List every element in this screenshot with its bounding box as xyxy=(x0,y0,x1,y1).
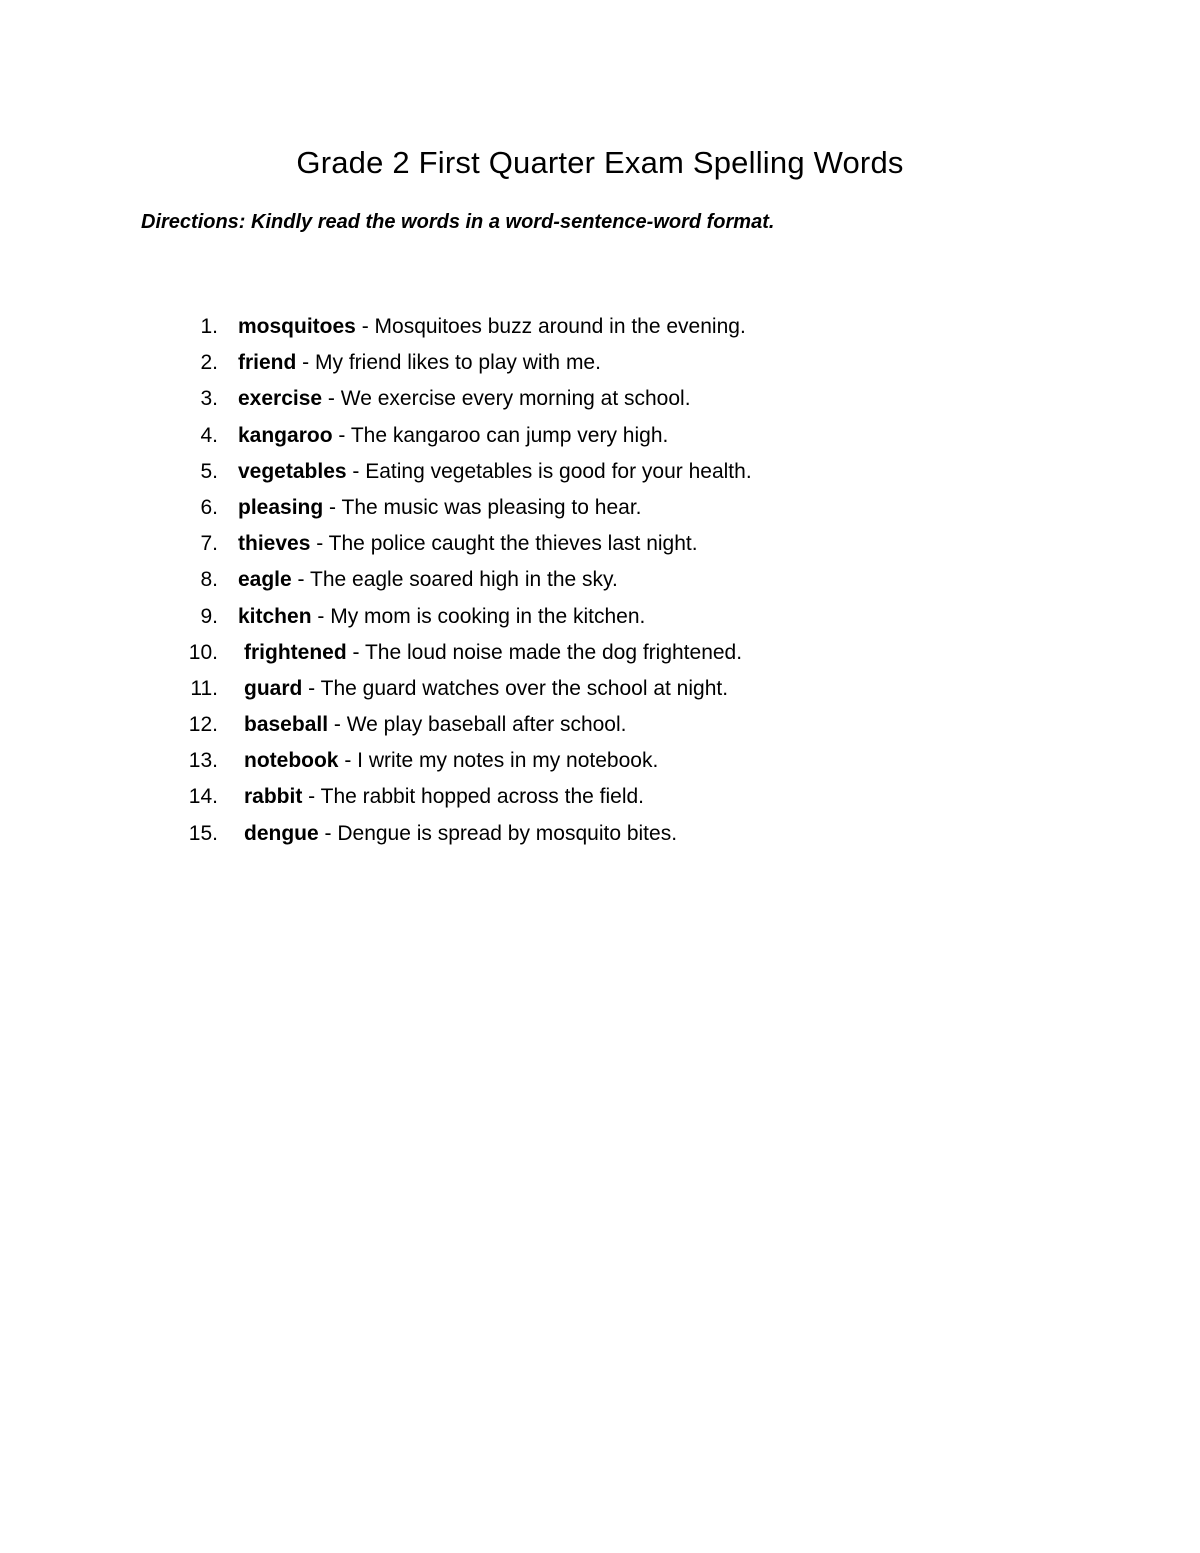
example-sentence: The rabbit hopped across the field. xyxy=(320,785,645,809)
example-sentence: The police caught the thieves last night. xyxy=(328,532,698,556)
list-item-number: 15. xyxy=(188,821,218,845)
list-item xyxy=(0,600,1200,636)
list-item xyxy=(0,563,1200,599)
spelling-word: baseball xyxy=(244,713,329,737)
spelling-word: friend xyxy=(238,351,297,375)
list-item-entry xyxy=(238,527,698,561)
list-item-entry xyxy=(238,419,668,453)
directions-text: Directions: Kindly read the words in a word-sentence-word format. xyxy=(141,211,775,233)
spelling-word: dengue xyxy=(244,821,319,845)
spelling-word: pleasing xyxy=(238,495,324,519)
spelling-word: guard xyxy=(244,676,303,700)
list-item xyxy=(0,382,1200,418)
word-separator: - xyxy=(338,749,358,773)
list-item-number: 13. xyxy=(188,749,218,773)
list-item xyxy=(0,310,1200,346)
list-item-number: 1. xyxy=(200,315,218,338)
list-item xyxy=(0,780,1200,816)
list-item-entry xyxy=(238,600,645,634)
list-item xyxy=(0,419,1200,455)
word-separator: - xyxy=(332,423,351,447)
word-separator: - xyxy=(302,676,321,700)
word-separator: - xyxy=(355,315,375,338)
word-separator: - xyxy=(322,387,341,411)
list-item-number: 4. xyxy=(200,423,218,447)
list-item-entry xyxy=(238,382,691,416)
page-title: Grade 2 First Quarter Exam Spelling Words xyxy=(296,145,904,180)
word-separator: - xyxy=(296,351,316,375)
spelling-word: thieves xyxy=(238,532,311,556)
example-sentence: The music was pleasing to hear. xyxy=(341,495,642,519)
list-item-number: 10. xyxy=(188,640,218,664)
spelling-word-list xyxy=(0,310,1200,853)
spelling-word: notebook xyxy=(244,749,339,773)
list-item xyxy=(0,455,1200,491)
example-sentence: My friend likes to play with me. xyxy=(315,351,601,375)
spelling-word: frightened xyxy=(244,640,347,664)
spelling-word: eagle xyxy=(238,568,292,592)
word-separator: - xyxy=(302,785,321,809)
spelling-word: vegetables xyxy=(238,459,347,483)
example-sentence: Eating vegetables is good for your health. xyxy=(365,459,752,483)
list-item-number: 11. xyxy=(190,676,218,700)
word-separator: - xyxy=(318,821,338,845)
example-sentence: The guard watches over the school at night. xyxy=(320,676,729,700)
example-sentence: I write my notes in my notebook. xyxy=(357,749,659,773)
list-item-entry xyxy=(238,491,642,525)
list-item-entry xyxy=(244,672,728,706)
spelling-word: kitchen xyxy=(238,604,312,628)
list-item-number: 3. xyxy=(200,387,218,411)
list-item-number: 6. xyxy=(200,495,218,519)
example-sentence: My mom is cooking in the kitchen. xyxy=(330,604,646,628)
example-sentence: We play baseball after school. xyxy=(346,713,627,737)
list-item-entry xyxy=(244,780,644,814)
list-item xyxy=(0,744,1200,780)
list-item xyxy=(0,708,1200,744)
list-item xyxy=(0,527,1200,563)
word-separator: - xyxy=(310,532,329,556)
list-item-number: 5. xyxy=(200,459,218,483)
list-item-entry xyxy=(244,744,658,778)
example-sentence: The kangaroo can jump very high. xyxy=(350,423,669,447)
word-separator: - xyxy=(291,568,310,592)
spelling-word: kangaroo xyxy=(238,423,333,447)
example-sentence: We exercise every morning at school. xyxy=(340,387,691,411)
example-sentence: Dengue is spread by mosquito bites. xyxy=(337,821,678,845)
word-separator: - xyxy=(346,640,365,664)
list-item-entry xyxy=(244,636,742,670)
list-item xyxy=(0,491,1200,527)
spelling-word: exercise xyxy=(238,387,323,411)
word-separator: - xyxy=(323,495,342,519)
list-item-entry xyxy=(244,817,677,851)
list-item-number: 9. xyxy=(200,604,218,628)
list-item-entry xyxy=(244,708,627,742)
list-item-number: 8. xyxy=(200,568,218,592)
list-item-number: 2. xyxy=(200,351,218,375)
spelling-word: rabbit xyxy=(244,785,303,809)
list-item-entry xyxy=(238,310,746,344)
list-item-number: 7. xyxy=(200,532,218,556)
word-separator: - xyxy=(328,713,347,737)
spelling-word: mosquitoes xyxy=(238,315,356,338)
word-separator: - xyxy=(311,604,331,628)
list-item-entry xyxy=(238,346,601,380)
example-sentence: The loud noise made the dog frightened. xyxy=(364,640,743,664)
list-item-entry xyxy=(238,455,752,489)
list-item xyxy=(0,636,1200,672)
example-sentence: The eagle soared high in the sky. xyxy=(310,568,618,592)
example-sentence: Mosquitoes buzz around in the evening. xyxy=(374,315,746,338)
word-separator: - xyxy=(346,459,366,483)
list-item-entry xyxy=(238,563,618,597)
list-item-number: 12. xyxy=(188,713,218,737)
list-item xyxy=(0,672,1200,708)
list-item xyxy=(0,346,1200,382)
list-item xyxy=(0,817,1200,853)
list-item-number: 14. xyxy=(188,785,218,809)
